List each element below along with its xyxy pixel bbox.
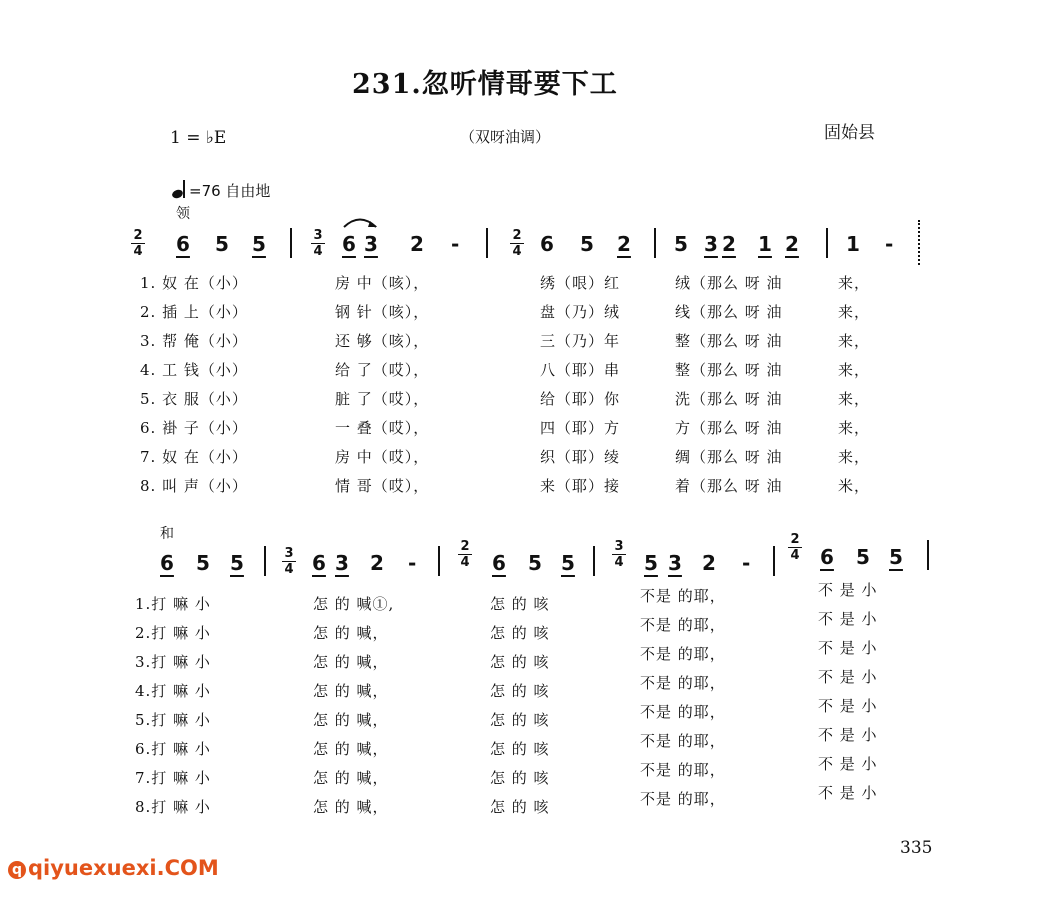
lyric-cell: 来（耶）接 bbox=[540, 477, 621, 495]
lyric-cell: 不 是 小 bbox=[818, 784, 878, 802]
lyric-cell: 7.打 嘛 小 bbox=[135, 769, 211, 787]
lyric-cell: 1. 奴 在（小） bbox=[140, 274, 248, 292]
lyric-cell: 怎 的 喊①, bbox=[313, 595, 395, 613]
note: 3 bbox=[364, 232, 378, 256]
lyric-cell: 还 够（咳）， bbox=[335, 332, 430, 350]
lyric-cell: 盘（乃）绒 bbox=[540, 303, 621, 321]
bar-line bbox=[773, 546, 775, 576]
note: - bbox=[451, 232, 460, 256]
repeat-bar-line bbox=[918, 220, 921, 265]
watermark bbox=[8, 856, 219, 880]
bar-line bbox=[654, 228, 656, 258]
lyric-cell: 怎 的 喊， bbox=[313, 769, 389, 787]
lyric-cell: 洗（那么 呀 油 bbox=[675, 390, 783, 408]
time-signature: 2 4 bbox=[131, 229, 145, 258]
note: 2 bbox=[722, 232, 736, 256]
lyric-cell: 绒（那么 呀 油 bbox=[675, 274, 783, 292]
note: 5 bbox=[580, 232, 594, 256]
lyric-cell: 不 是 小 bbox=[818, 639, 878, 657]
lyric-cell: 不是 的耶， bbox=[640, 761, 726, 779]
note: 6 bbox=[820, 545, 834, 569]
lyric-cell: 不是 的耶， bbox=[640, 732, 726, 750]
note: 5 bbox=[561, 551, 575, 575]
lyric-cell: 钢 针（咳）， bbox=[335, 303, 430, 321]
time-signature: 3 4 bbox=[311, 229, 325, 258]
tempo-text: =76 自由地 bbox=[189, 182, 271, 200]
lyric-cell: 织（耶）绫 bbox=[540, 448, 621, 466]
lyric-cell: 四（耶）方 bbox=[540, 419, 621, 437]
lyric-cell: 八（耶）串 bbox=[540, 361, 621, 379]
lyric-cell: 来， bbox=[838, 361, 871, 379]
note: 2 bbox=[785, 232, 799, 256]
key-signature: 1 = ♭E bbox=[170, 128, 227, 148]
lyric-cell: 6. 褂 子（小） bbox=[140, 419, 248, 437]
lyric-cell: 整（那么 呀 油 bbox=[675, 332, 783, 350]
note: 6 bbox=[160, 551, 174, 575]
note: 1 bbox=[846, 232, 860, 256]
note: 6 bbox=[492, 551, 506, 575]
lyric-cell: 方（那么 呀 油 bbox=[675, 419, 783, 437]
lyric-cell: 三（乃）年 bbox=[540, 332, 621, 350]
q-logo-icon: q bbox=[8, 861, 26, 879]
lyric-cell: 绸（那么 呀 油 bbox=[675, 448, 783, 466]
lyric-cell: 怎 的 喊， bbox=[313, 624, 389, 642]
lyric-cell: 8. 叫 声（小） bbox=[140, 477, 248, 495]
note: 2 bbox=[370, 551, 384, 575]
lyric-cell: 怎 的 咳 bbox=[490, 798, 550, 816]
note: 5 bbox=[889, 545, 903, 569]
note: 6 bbox=[176, 232, 190, 256]
lyric-cell: 不是 的耶， bbox=[640, 790, 726, 808]
lyric-cell: 脏 了（哎）， bbox=[335, 390, 430, 408]
lyric-cell: 不是 的耶， bbox=[640, 616, 726, 634]
note: 2 bbox=[702, 551, 716, 575]
lyric-cell: 1.打 嘛 小 bbox=[135, 595, 211, 613]
lyric-cell: 怎 的 喊， bbox=[313, 653, 389, 671]
bar-line bbox=[438, 546, 440, 576]
lyric-cell: 2. 插 上（小） bbox=[140, 303, 248, 321]
note: 6 bbox=[540, 232, 554, 256]
lyric-cell: 怎 的 喊， bbox=[313, 682, 389, 700]
lyric-cell: 怎 的 咳 bbox=[490, 769, 550, 787]
lyric-cell: 着（那么 呀 油 bbox=[675, 477, 783, 495]
note: 6 bbox=[342, 232, 356, 256]
lyric-cell: 不是 的耶， bbox=[640, 645, 726, 663]
lyric-cell: 不 是 小 bbox=[818, 581, 878, 599]
lyric-cell: 一 叠（哎）， bbox=[335, 419, 430, 437]
lyric-cell: 怎 的 咳 bbox=[490, 653, 550, 671]
lyric-cell: 3. 帮 俺（小） bbox=[140, 332, 248, 350]
lyric-cell: 怎 的 喊， bbox=[313, 798, 389, 816]
note: 3 bbox=[335, 551, 349, 575]
watermark-text: qiyuexuexi.COM bbox=[28, 856, 219, 880]
note: - bbox=[742, 551, 751, 575]
lyric-cell: 5.打 嘛 小 bbox=[135, 711, 211, 729]
lyric-cell: 6.打 嘛 小 bbox=[135, 740, 211, 758]
lyric-cell: 房 中（哎）， bbox=[335, 448, 430, 466]
lyric-cell: 怎 的 咳 bbox=[490, 682, 550, 700]
lyric-cell: 不 是 小 bbox=[818, 726, 878, 744]
lyric-cell: 来， bbox=[838, 448, 871, 466]
bar-line bbox=[264, 546, 266, 576]
lyric-cell: 来， bbox=[838, 390, 871, 408]
lyric-cell: 4. 工 钱（小） bbox=[140, 361, 248, 379]
lyric-cell: 4.打 嘛 小 bbox=[135, 682, 211, 700]
note: - bbox=[408, 551, 417, 575]
note: - bbox=[885, 232, 894, 256]
lyric-cell: 不是 的耶， bbox=[640, 674, 726, 692]
chorus-label: 和 bbox=[160, 526, 174, 542]
note: 1 bbox=[758, 232, 772, 256]
note: 5 bbox=[644, 551, 658, 575]
lyric-cell: 怎 的 喊， bbox=[313, 711, 389, 729]
note: 5 bbox=[230, 551, 244, 575]
lyric-cell: 不是 的耶， bbox=[640, 703, 726, 721]
lyric-cell: 8.打 嘛 小 bbox=[135, 798, 211, 816]
time-signature: 2 4 bbox=[458, 540, 472, 569]
lyric-cell: 米， bbox=[838, 477, 871, 495]
lyric-cell: 来， bbox=[838, 303, 871, 321]
tune-subtitle: （双呀油调） bbox=[460, 128, 551, 146]
lyric-cell: 不 是 小 bbox=[818, 668, 878, 686]
bar-line bbox=[290, 228, 292, 258]
note: 5 bbox=[196, 551, 210, 575]
note: 5 bbox=[674, 232, 688, 256]
lyric-cell: 怎 的 咳 bbox=[490, 624, 550, 642]
lyric-cell: 绣（哏）红 bbox=[540, 274, 621, 292]
lyric-cell: 给（耶）你 bbox=[540, 390, 621, 408]
note: 3 bbox=[704, 232, 718, 256]
note: 6 bbox=[312, 551, 326, 575]
lyric-cell: 不 是 小 bbox=[818, 610, 878, 628]
note: 5 bbox=[252, 232, 266, 256]
note: 2 bbox=[410, 232, 424, 256]
lyric-cell: 3.打 嘛 小 bbox=[135, 653, 211, 671]
time-signature: 2 4 bbox=[510, 229, 524, 258]
slur-icon bbox=[340, 212, 380, 230]
lyric-cell: 线（那么 呀 油 bbox=[675, 303, 783, 321]
time-signature: 3 4 bbox=[612, 540, 626, 569]
lyric-cell: 给 了（哎）， bbox=[335, 361, 430, 379]
note: 3 bbox=[668, 551, 682, 575]
page-number: 335 bbox=[900, 838, 933, 858]
lyric-cell: 怎 的 喊， bbox=[313, 740, 389, 758]
lyric-cell: 怎 的 咳 bbox=[490, 740, 550, 758]
bar-line bbox=[486, 228, 488, 258]
tempo-marking bbox=[172, 180, 270, 201]
lyric-cell: 来， bbox=[838, 332, 871, 350]
note: 2 bbox=[617, 232, 631, 256]
lyric-cell: 怎 的 咳 bbox=[490, 595, 550, 613]
lyric-cell: 来， bbox=[838, 274, 871, 292]
bar-line bbox=[593, 546, 595, 576]
page-title: 231.忽听情哥要下工 bbox=[352, 69, 618, 100]
bar-line bbox=[826, 228, 828, 258]
note: 5 bbox=[215, 232, 229, 256]
bar-line bbox=[927, 540, 929, 570]
lead-label: 领 bbox=[176, 206, 190, 222]
lyric-cell: 怎 的 咳 bbox=[490, 711, 550, 729]
note: 5 bbox=[856, 545, 870, 569]
lyric-cell: 5. 衣 服（小） bbox=[140, 390, 248, 408]
lyric-cell: 整（那么 呀 油 bbox=[675, 361, 783, 379]
lyric-cell: 来， bbox=[838, 419, 871, 437]
note: 5 bbox=[528, 551, 542, 575]
lyric-cell: 不 是 小 bbox=[818, 697, 878, 715]
time-signature: 3 4 bbox=[282, 547, 296, 576]
lyric-cell: 2.打 嘛 小 bbox=[135, 624, 211, 642]
time-signature: 2 4 bbox=[788, 533, 802, 562]
lyric-cell: 7. 奴 在（小） bbox=[140, 448, 248, 466]
lyric-cell: 情 哥（哎）， bbox=[335, 477, 430, 495]
lyric-cell: 不 是 小 bbox=[818, 755, 878, 773]
lyric-cell: 不是 的耶， bbox=[640, 587, 726, 605]
lyric-cell: 房 中（咳）， bbox=[335, 274, 430, 292]
region-label: 固始县 bbox=[824, 123, 875, 143]
